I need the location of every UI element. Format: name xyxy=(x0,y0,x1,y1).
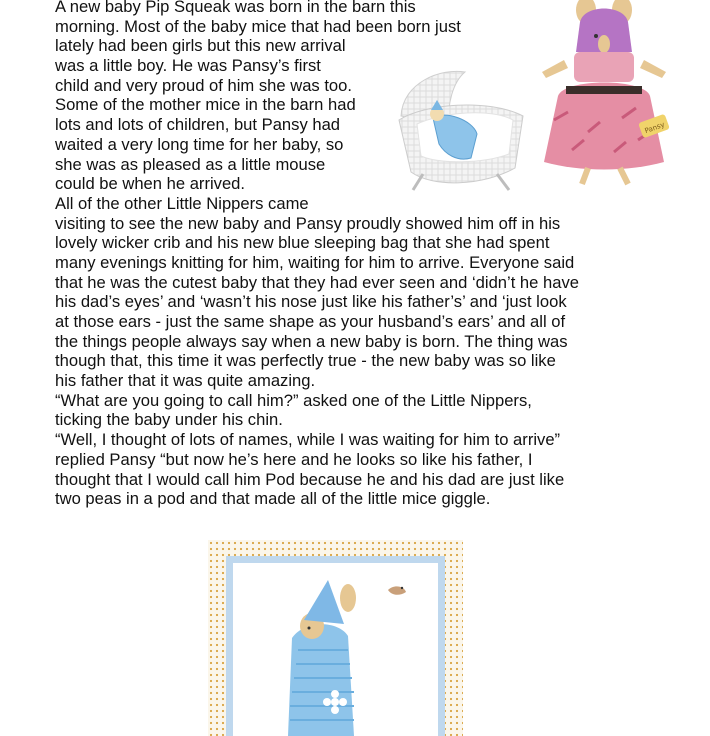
story-line: the things people always say when a new baby is born. The thing was xyxy=(55,331,568,351)
story-line: waited a very long time for her baby, so xyxy=(55,134,344,154)
story-line: replied Pansy “but now he’s here and he looks so like his father, I xyxy=(55,449,533,469)
story-line: his father that it was quite amazing. xyxy=(55,371,316,391)
story-line: could be when he arrived. xyxy=(55,174,246,194)
story-line: child and very proud of him she was too. xyxy=(55,75,353,95)
story-line: “What are you going to call him?” asked one of the Little Nippers, xyxy=(55,390,532,410)
story-line: that he was the cutest baby that they had ever seen and ‘didn’t he have xyxy=(55,272,579,292)
story-line: ticking the baby under his chin. xyxy=(55,410,283,430)
story-line: lovely wicker crib and his new blue sleeping bag that she had spent xyxy=(55,233,550,253)
story-line: A new baby Pip Squeak was born in the barn this xyxy=(55,0,416,16)
story-line: morning. Most of the baby mice that had been born just xyxy=(55,16,461,36)
story-line: many evenings knitting for him, waiting for him to arrive. Everyone said xyxy=(55,252,575,272)
paragraph-4 xyxy=(55,430,695,509)
story-line: two peas in a pod and that made all of the little mice giggle. xyxy=(55,489,491,509)
story-line: thought that I would call him Pod because he and his dad are just like xyxy=(55,469,565,489)
story-line: All of the other Little Nippers came xyxy=(55,193,309,213)
story-line: his dad’s eyes’ and ‘wasn’t his nose just like his father’s’ and ‘just look xyxy=(55,292,567,312)
doll-name-tag: Pansy xyxy=(643,120,666,136)
paragraph-2 xyxy=(55,194,695,391)
story-line: visiting to see the new baby and Pansy proudly showed him off in his xyxy=(55,213,561,233)
wicker-crib-image xyxy=(393,64,528,192)
story-line: was a little boy. He was Pansy’s first xyxy=(55,56,321,76)
paragraph-3 xyxy=(55,391,695,430)
story-line: lately had been girls but this new arrival xyxy=(55,36,346,56)
story-line: lots and lots of children, but Pansy had xyxy=(55,115,341,135)
pansy-doll-image xyxy=(528,0,680,186)
story-line: though that, this time it was perfectly true - the new baby was so like xyxy=(55,351,556,371)
story-line: “Well, I thought of lots of names, while I was waiting for him to arrive” xyxy=(55,430,561,450)
story-line: Some of the mother mice in the barn had xyxy=(55,95,356,115)
story-line: at those ears - just the same shape as your husband’s ears’ and all of xyxy=(55,312,566,331)
framed-baby-picture xyxy=(208,540,463,736)
story-line: she was as pleased as a little mouse xyxy=(55,154,326,174)
